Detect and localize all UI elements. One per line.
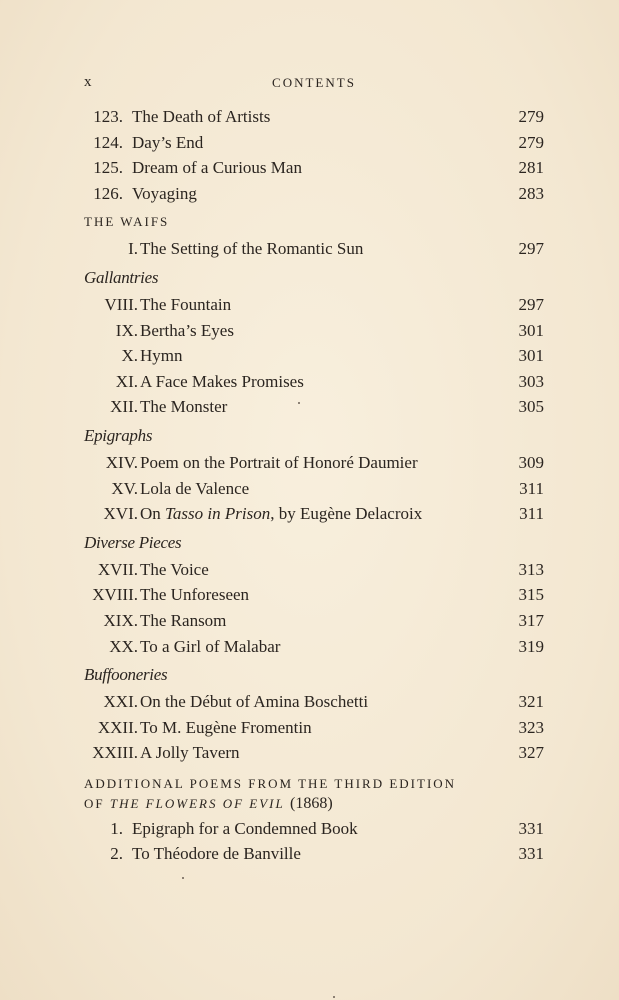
entry-page: 331 — [518, 844, 544, 864]
toc-entry — [84, 841, 544, 867]
toc-entry — [84, 608, 544, 634]
toc-entry — [84, 450, 544, 476]
entry-title: Epigraph for a Condemned Book — [132, 818, 358, 838]
entry-title: Voyaging — [132, 183, 197, 203]
entry-page: 319 — [518, 636, 544, 656]
entry-page: 311 — [519, 504, 544, 524]
entry-title: Bertha’s Eyes — [140, 320, 234, 340]
entry-number: XVIII. — [92, 585, 138, 605]
entry-page: 301 — [518, 320, 544, 340]
entry-number: 123. — [93, 107, 123, 126]
entry-page: 301 — [518, 346, 544, 366]
paper-speck — [298, 402, 300, 404]
entry-number: XII. — [110, 397, 138, 417]
entry-page: 279 — [518, 107, 544, 126]
entry-page: 323 — [518, 717, 544, 737]
entry-title: To Théodore de Banville — [132, 844, 301, 864]
entry-number: XXII. — [97, 717, 138, 737]
entry-title: The Setting of the Romantic Sun — [140, 239, 364, 259]
entry-number: 2. — [110, 844, 123, 864]
entry-title: The Voice — [140, 559, 209, 579]
entry-number: XIX. — [103, 610, 138, 630]
section-heading-buffooneries: Buffooneries — [84, 665, 168, 685]
entry-number: XI. — [115, 371, 138, 391]
title-prefix: On — [140, 504, 166, 524]
entry-page: 305 — [518, 397, 544, 417]
entry-page: 297 — [518, 239, 544, 259]
toc-entry — [84, 634, 544, 660]
entry-title: Hymn — [140, 346, 183, 366]
paper-speck — [333, 996, 335, 998]
entry-number: 124. — [93, 132, 123, 152]
entry-number: 125. — [93, 158, 123, 178]
entry-number: VIII. — [104, 294, 138, 314]
toc-entry — [84, 557, 544, 583]
title-suffix: , by Eugène Delacroix — [270, 504, 423, 524]
heading-book-title: THE FLOWERS OF EVIL — [109, 795, 285, 811]
entry-title: Day’s End — [132, 132, 204, 152]
running-head: CONTENTS — [272, 75, 356, 90]
section-heading-epigraphs: Epigraphs — [84, 425, 153, 445]
toc-entry — [84, 689, 544, 715]
entry-title: The Monster — [140, 397, 228, 417]
entry-number: IX. — [115, 320, 138, 340]
section-heading-waifs: THE WAIFS — [84, 214, 170, 230]
entry-page: 311 — [519, 478, 544, 498]
heading-line-2 — [84, 794, 544, 814]
page-header — [84, 74, 544, 94]
toc-entry — [84, 394, 544, 420]
entry-number: 126. — [93, 183, 123, 203]
toc-entry — [84, 501, 544, 527]
toc-entry — [84, 292, 544, 318]
entry-title: On the Début of Amina Boschetti — [140, 692, 369, 712]
entry-number: XVII. — [97, 559, 138, 579]
entry-title: To a Girl of Malabar — [140, 636, 281, 656]
title-italic: Tasso in Prison — [165, 504, 271, 524]
entry-number: XV. — [111, 478, 138, 498]
toc-entry — [84, 369, 544, 395]
toc-entry — [84, 816, 544, 842]
entry-number: X. — [121, 346, 138, 366]
toc-entry — [84, 104, 544, 130]
entry-title: The Death of Artists — [132, 107, 271, 126]
entry-number: XIV. — [105, 452, 138, 472]
entry-page: 327 — [518, 743, 544, 763]
section-heading-diverse-pieces: Diverse Pieces — [84, 532, 182, 552]
toc-entry — [84, 130, 544, 156]
folio: x — [84, 74, 92, 90]
toc-entry — [84, 582, 544, 608]
entry-page: 315 — [518, 585, 544, 605]
table-of-contents — [84, 104, 544, 867]
entry-title: The Unforeseen — [140, 585, 250, 605]
entry-number: I. — [128, 239, 138, 259]
heading-line-1: ADDITIONAL POEMS FROM THE THIRD EDITION — [84, 775, 457, 791]
entry-number: 1. — [110, 818, 123, 838]
entry-title — [140, 501, 422, 527]
entry-page: 317 — [518, 610, 544, 630]
entry-page: 279 — [518, 132, 544, 152]
entry-title: A Face Makes Promises — [140, 371, 304, 391]
entry-title: Lola de Valence — [140, 478, 250, 498]
entry-number: XXIII. — [92, 743, 138, 763]
section-heading-additional-poems — [84, 766, 544, 816]
toc-entry — [84, 476, 544, 502]
entry-title: Poem on the Portrait of Honoré Daumier — [140, 452, 418, 472]
toc-entry — [84, 343, 544, 369]
entry-page: 321 — [518, 692, 544, 712]
entry-page: 283 — [518, 183, 544, 203]
toc-entry — [84, 715, 544, 741]
section-heading-gallantries: Gallantries — [84, 267, 159, 287]
entry-title: To M. Eugène Fromentin — [140, 717, 312, 737]
entry-title: The Ransom — [140, 610, 227, 630]
toc-entry — [84, 155, 544, 181]
toc-entry — [84, 181, 544, 207]
entry-title: A Jolly Tavern — [140, 743, 240, 763]
toc-entry — [84, 318, 544, 344]
entry-page: 297 — [518, 294, 544, 314]
entry-title: The Fountain — [140, 294, 232, 314]
entry-number: XXI. — [103, 692, 138, 712]
entry-title: Dream of a Curious Man — [132, 158, 302, 178]
entry-page: 309 — [518, 452, 544, 472]
heading-prefix: OF — [84, 795, 110, 811]
entry-page: 281 — [518, 158, 544, 178]
entry-page: 303 — [518, 371, 544, 391]
entry-page: 313 — [518, 559, 544, 579]
toc-entry — [84, 236, 544, 262]
entry-number: XX. — [109, 636, 138, 656]
heading-year: (1868) — [289, 794, 333, 812]
toc-entry — [84, 740, 544, 766]
entry-page: 331 — [518, 818, 544, 838]
entry-number: XVI. — [103, 504, 138, 524]
paper-speck — [182, 877, 184, 879]
